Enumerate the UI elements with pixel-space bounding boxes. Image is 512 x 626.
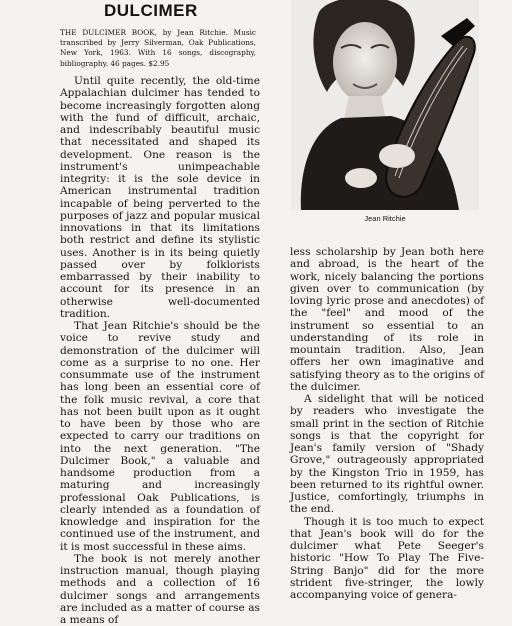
paragraph-continued: less scholarship by Jean both here and abroad, is the heart of the work, nicely balancing the portions given over to communication (by loving lyric prose and anecdotes) of the "feel" and mood of the instrument so essential to an understanding of its role in mountain tradition. Also, Jean offers her own imaginative and satisfying theory as to the origins of the dulcimer.: [290, 246, 485, 393]
paragraph-3: The book is not merely another instruction manual, though playing methods and a collection of 16 dulcimer songs and arrangements are included as a matter of course as a means of: [60, 552, 260, 626]
left-column: [60, 75, 260, 626]
article-title: DULCIMER: [104, 1, 198, 20]
paragraph-5: Though it is too much to expect that Jean's book will do for the dulcimer what Pete Seeger's historic "How To Play The Five-String Banjo" did for the more strident five-stringer, the lowly accompanying voice of genera-: [290, 515, 484, 601]
portrait-photo: [291, 0, 479, 210]
paragraph-2: That Jean Ritchie's should be the voice to revive study and demonstration of the dulcimer will come as a surprise to no one. Her consummate use of the instrument has long been an essential core of the folk music revival, a core that has not been built upon as it ought to have been by those who are expected to carry our traditions on into the next generation. "The Dulcimer Book," a valuable and handsome production from a maturing and increasingly professional Oak Publications, is clearly intended as a foundation of knowledge and inspiration for the continued use of the instrument, and it is most successful in these aims.: [60, 320, 260, 553]
photo-caption: Jean Ritchie: [364, 214, 406, 223]
paragraph-4: A sidelight that will be noticed by readers who investigate the small print in the section of Ritchie songs is that the copyright for Jean's family version of "Shady Grove," outrageously appropriated by the Kingston Trio in 1959, has been returned to its rightful owner. Justice, comfortingly, triumphs in the end.: [290, 393, 484, 516]
right-column: [290, 246, 485, 601]
book-citation: THE DULCIMER BOOK, by Jean Ritchie. Music transcribed by Jerry Silverman, Oak Publications, New York, 1963. With 16 songs, discography, bibliography. 46 pages. $2.95: [60, 28, 256, 68]
paragraph-1: Until quite recently, the old-time Appalachian dulcimer has tended to become increasingly forgotten along with the fund of difficult, archaic, and indescribably beautiful music that necessitated and shaped its development. One reason is the instrument's unimpeachable integrity: it is the sole device in American instrumental tradition incapable of being perverted to the purposes of jazz and popular musical innovations in that its limitations both restrict and define its stylistic uses. Another is in its being quietly passed over by folklorists embarrassed by their inability to account for its presence in an otherwise well-documented tradition.: [60, 75, 260, 320]
jean-ritchie-portrait-image: [291, 0, 479, 210]
